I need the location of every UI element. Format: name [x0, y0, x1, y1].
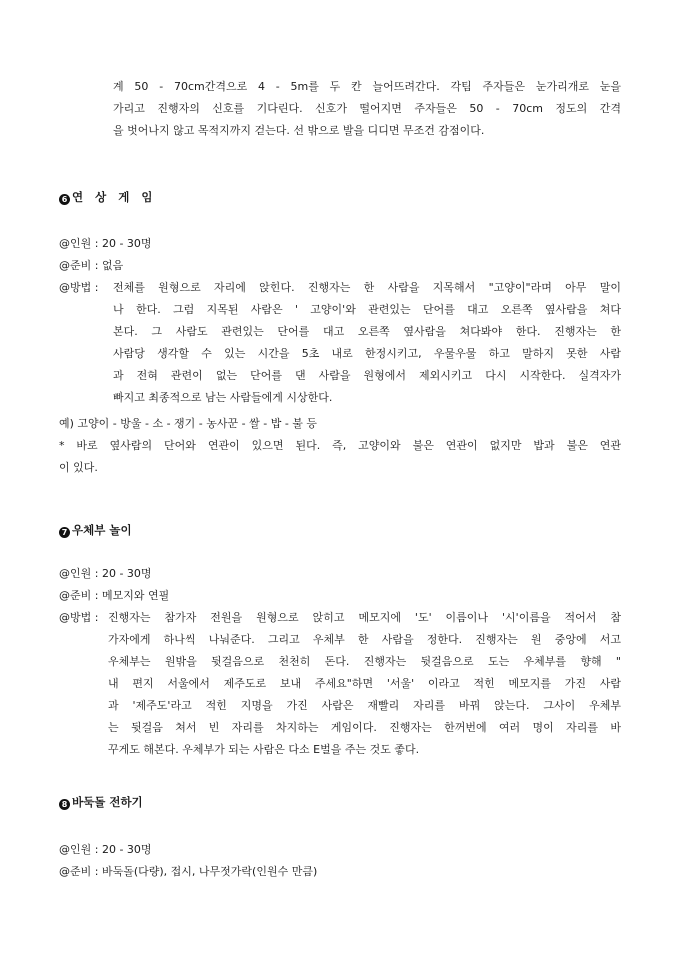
number-badge-icon: 7: [59, 527, 70, 538]
method-line: 가자에게 하나씩 나눠준다. 그리고 우체부 한 사람을 정한다. 진행자는 원 중앙에 서고: [108, 633, 621, 646]
people-row: @인원 : 20 - 30명: [59, 567, 152, 580]
people-value: 20 - 30명: [101, 237, 152, 250]
note-line: * 바로 옆사람의 단어와 연관이 있으면 된다. 즉, 고양이와 불은 연관이 없지만 밥과 불은 연관: [59, 439, 621, 452]
intro-line: 계 50 - 70cm간격으로 4 - 5m를 두 칸 늘어뜨려간다. 각팀 주자들은 눈가리개로 눈을: [113, 80, 621, 93]
section-heading-association-game: [59, 190, 156, 205]
prep-row: @준비 : 바둑돌(다량), 접시, 나무젓가락(인원수 만큼): [59, 865, 318, 878]
section-title: 바둑돌 전하기: [72, 795, 143, 809]
method-line: 과 '제주도'라고 적힌 지명을 가진 사람은 재빨리 자리를 바꿔 앉는다. 그사이 우체부: [108, 699, 621, 712]
method-line: 나 한다. 그럼 지목된 사람은 ' 고양이'와 관련있는 단어를 대고 오른쪽 옆사람을 쳐다: [113, 303, 621, 316]
method-line: 내 편지 서울에서 제주도로 보내 주세요"하면 '서울' 이라고 적힌 메모지를 가진 사람: [108, 677, 621, 690]
intro-line: 을 벗어나지 않고 목적지까지 걷는다. 선 밖으로 발을 디디면 무조건 감점이다.: [113, 124, 485, 137]
people-label: @인원: [59, 567, 92, 580]
people-row: @인원 : 20 - 30명: [59, 843, 152, 856]
number-badge-icon: 6: [59, 194, 70, 205]
section-title: 우체부 놀이: [72, 523, 132, 537]
method-label-row: @방법 :: [59, 611, 99, 624]
prep-label: @준비: [59, 589, 92, 602]
prep-label: @준비: [59, 259, 92, 272]
people-row: @인원 : 20 - 30명: [59, 237, 152, 250]
people-value: 20 - 30명: [101, 567, 152, 580]
method-line: 우체부는 원밖을 뒷걸음으로 천천히 돈다. 진행자는 뒷걸음으로 도는 우체부를 향해 ": [108, 655, 621, 668]
method-label: @방법: [59, 281, 92, 294]
section-heading-go-stone-relay: [59, 795, 143, 810]
method-label: @방법: [59, 611, 92, 624]
prep-value: 바둑돌(다량), 접시, 나무젓가락(인원수 만큼): [101, 865, 318, 878]
people-value: 20 - 30명: [101, 843, 152, 856]
method-line: 진행자는 참가자 전원을 원형으로 앉히고 메모지에 '도' 이름이나 '시'이름을 적어서 참: [108, 611, 621, 624]
method-line: 전체를 원형으로 자리에 앉힌다. 진행자는 한 사람을 지목해서 "고양이"라며 아무 말이: [113, 281, 621, 294]
note-line: 이 있다.: [59, 461, 98, 474]
method-line: 는 뒷걸음 쳐서 빈 자리를 차지하는 게임이다. 진행자는 한꺼번에 여러 명이 자리를 바: [108, 721, 621, 734]
prep-row: @준비 : 없음: [59, 259, 124, 272]
method-line: 과 전혀 관련이 없는 단어를 댄 사람을 원형에서 제외시키고 다시 시작한다. 실격자가: [113, 369, 621, 382]
method-line: 사람당 생각할 수 있는 시간을 5초 내로 한정시키고, 우물우물 하고 말하지 못한 사람: [113, 347, 621, 360]
prep-row: @준비 : 메모지와 연필: [59, 589, 170, 602]
method-label-row: @방법 :: [59, 281, 99, 294]
section-heading-mailman-game: [59, 523, 132, 538]
prep-label: @준비: [59, 865, 92, 878]
method-line: 빠지고 최종적으로 남는 사람들에게 시상한다.: [113, 391, 333, 404]
method-line: 본다. 그 사람도 관련있는 단어를 대고 오른쪽 옆사람을 쳐다봐야 한다. 진행자는 한: [113, 325, 621, 338]
prep-value: 없음: [101, 259, 124, 272]
people-label: @인원: [59, 843, 92, 856]
number-badge-icon: 8: [59, 799, 70, 810]
example-line: 예) 고양이 - 방울 - 소 - 쟁기 - 농사꾼 - 쌀 - 밥 - 불 등: [59, 417, 318, 430]
intro-line: 가리고 진행자의 신호를 기다린다. 신호가 떨어지면 주자들은 50 - 70cm 정도의 간격: [113, 102, 621, 115]
method-line: 꾸게도 해본다. 우체부가 되는 사람은 다소 E벌을 주는 것도 좋다.: [108, 743, 420, 756]
prep-value: 메모지와 연필: [101, 589, 170, 602]
section-title: 연 상 게 임: [72, 190, 157, 204]
people-label: @인원: [59, 237, 92, 250]
